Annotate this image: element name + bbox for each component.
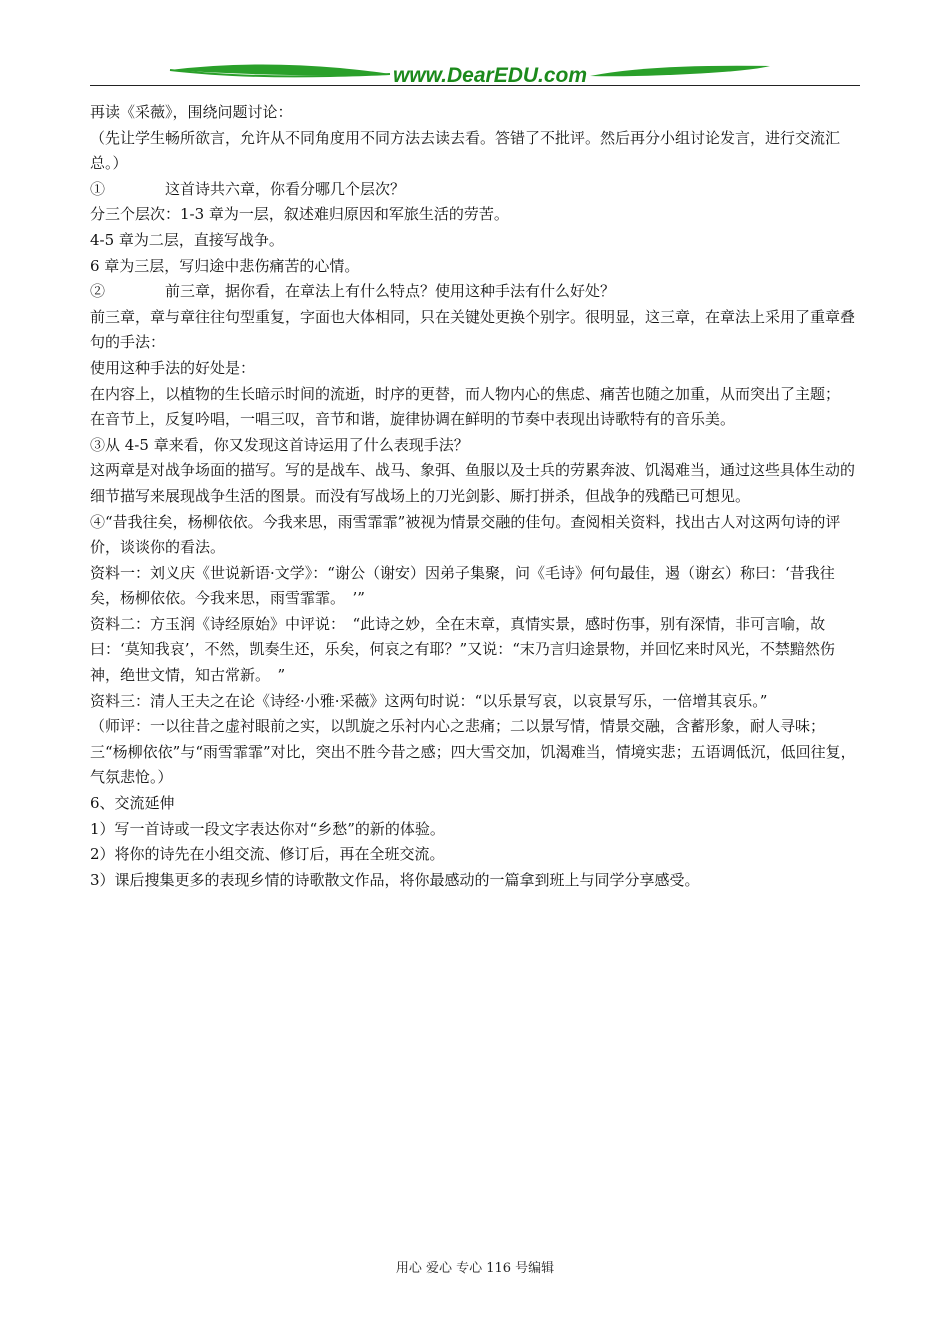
text-line: ③从 4-5 章来看，你又发现这首诗运用了什么表现手法？ xyxy=(90,435,469,454)
text-line: 这两章是对战争场面的描写。写的是战车、战马、象弭、鱼服以及士兵的劳累奔波、饥渴难当，通过这些具体生动的细节描写来展现战争生活的图景。而没有写战场上的刀光剑影、厮打拼杀，但战争的残酷已可想见。 xyxy=(90,461,856,505)
text-line: 1）写一首诗或一段文字表达你对“乡愁”的新的体验。 xyxy=(90,819,445,838)
text-line: 分三个层次：1-3 章为一层，叙述难归原因和军旅生活的劳苦。 xyxy=(90,205,509,224)
text-line: 在内容上，以植物的生长暗示时间的流逝，时序的更替，而人物内心的焦虑、痛苦也随之加重，从而突出了主题； xyxy=(90,384,841,403)
text-line: 资料二：方玉润《诗经原始》中评说： “此诗之妙，全在末章，真情实景，感时伤事，别有深情，非可言喻，故曰：‘莫知我哀’，不然，凯奏生还，乐矣，何哀之有耶？”又说：“末乃言归途景物，并回忆来时风光，不禁黯然伤神，绝世文情，知古常新。 ” xyxy=(90,614,835,685)
text-line: 前三章，章与章往往句型重复，字面也大体相同，只在关键处更换个别字。很明显，这三章，在章法上采用了重章叠句的手法： xyxy=(90,307,856,352)
text-line: 2）将你的诗先在小组交流、修订后，再在全班交流。 xyxy=(90,845,445,864)
text-line: 使用这种手法的好处是： xyxy=(90,358,256,377)
text-line: 在音节上，反复吟唱，一唱三叹，音节和谐，旋律协调在鲜明的节奏中表现出诗歌特有的音乐美。 xyxy=(90,410,736,429)
logo-text: www.DearEDU.com xyxy=(392,64,588,87)
text-line: ④“昔我往矣，杨柳依依。今我来思，雨雪霏霏”被视为情景交融的佳句。查阅相关资料，找出古人对这两句诗的评价，谈谈你的看法。 xyxy=(90,512,841,557)
page-footer: 用心 爱心 专心 116 号编辑 xyxy=(395,1261,555,1276)
text-line: ① 这首诗共六章，你看分哪几个层次？ xyxy=(90,179,406,198)
text-line: （先让学生畅所欲言，允许从不同角度用不同方法去读去看。答错了不批评。然后再分小组讨论发言，进行交流汇总。） xyxy=(90,128,841,173)
text-line: 再读《采薇》，围绕问题讨论： xyxy=(90,103,293,121)
text-line: 资料三：清人王夫之在论《诗经·小雅·采薇》这两句时说：“以乐景写哀，以哀景写乐，一倍增其哀乐。” xyxy=(90,691,768,710)
text-line: 资料一：刘义庆《世说新语·文学》：“谢公（谢安）因弟子集聚，问《毛诗》何句最佳，遏（谢玄）称曰：‘昔我往矣，杨柳依依。今我来思，雨雪霏霏。 ’” xyxy=(90,563,835,608)
text-line: （师评：一以往昔之虚衬眼前之实，以凯旋之乐衬内心之悲痛；二以景写情，情景交融，含蓄形象，耐人寻味；三“杨柳依依”与“雨雪霏霏”对比，突出不胜今昔之感；四大雪交加，饥渴难当，情境实悲；五语调低沉，低回往复，气氛悲怆。） xyxy=(90,717,856,787)
document-body xyxy=(90,100,862,893)
text-line: 6 章为三层，写归途中悲伤痛苦的心情。 xyxy=(90,256,360,275)
header-divider xyxy=(90,85,860,86)
text-line: 6、交流延伸 xyxy=(90,794,175,813)
text-line: ② 前三章，据你看，在章法上有什么特点？使用这种手法有什么好处？ xyxy=(90,282,616,301)
text-line: 4-5 章为二层，直接写战争。 xyxy=(90,230,284,249)
text-line: 3）课后搜集更多的表现乡情的诗歌散文作品，将你最感动的一篇拿到班上与同学分享感受。 xyxy=(90,870,700,889)
